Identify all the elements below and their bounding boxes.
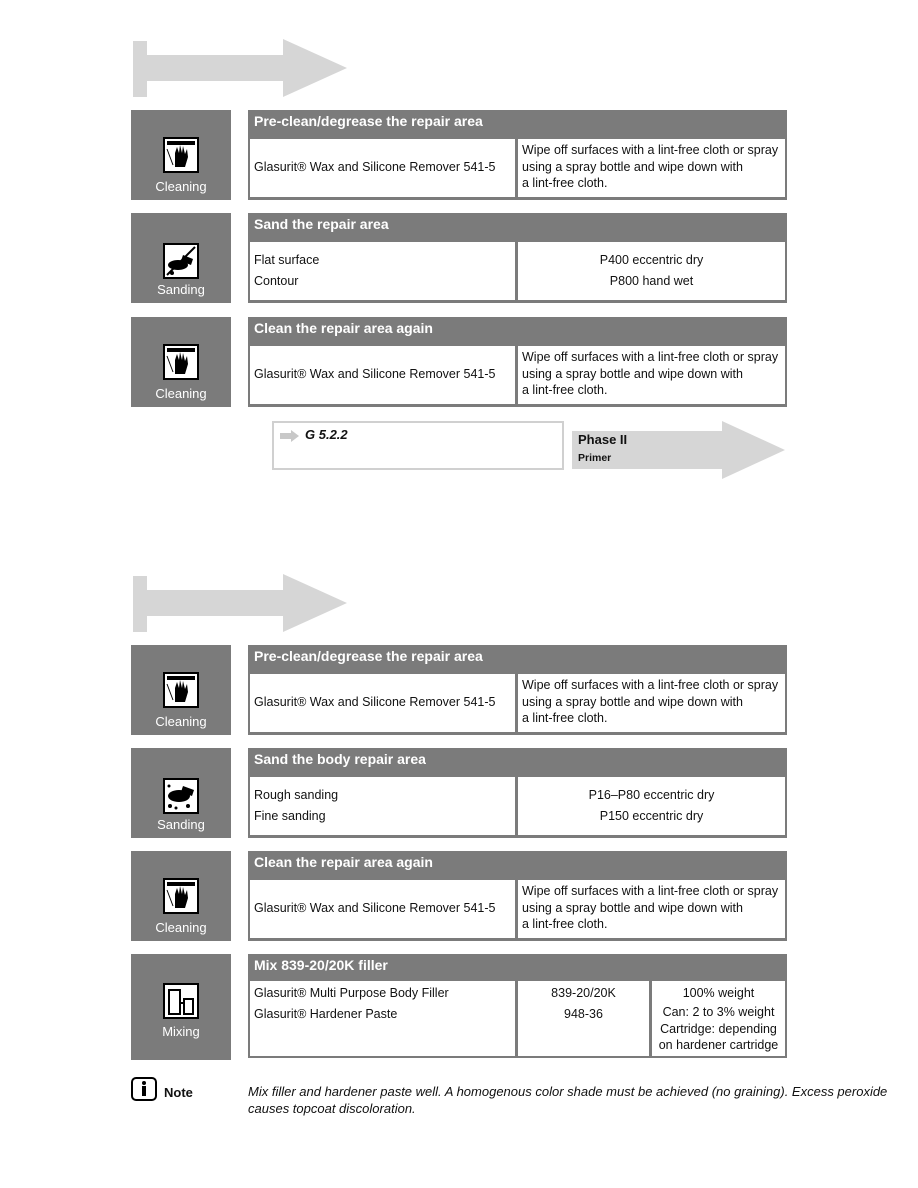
instruction-line: Wipe off surfaces with a lint-free cloth or spray <box>522 678 779 692</box>
step-panel <box>248 851 787 941</box>
instruction-line: a lint-free cloth. <box>522 711 608 725</box>
sanding-icon <box>163 243 199 279</box>
note-text <box>248 1084 918 1117</box>
product-code: 839-20/20K <box>551 986 616 1000</box>
step-panel <box>248 317 787 407</box>
instruction-line: Wipe off surfaces with a lint-free cloth or spray <box>522 884 779 898</box>
phase-arrow-top <box>133 39 349 97</box>
sanding-spec: P400 eccentric dry <box>599 253 704 267</box>
instruction-cell <box>518 139 785 197</box>
cross-reference-box[interactable] <box>272 421 564 470</box>
sanding-item: Contour <box>254 274 299 288</box>
step-icon-box <box>131 213 231 303</box>
step-label: Cleaning <box>155 714 207 729</box>
product-name: Glasurit® Wax and Silicone Remover 541-5 <box>254 901 496 915</box>
sanding-item: Rough sanding <box>254 788 339 802</box>
sanding-spec: P16–P80 eccentric dry <box>588 788 715 802</box>
instruction-line: using a spray bottle and wipe down with <box>522 366 743 381</box>
next-phase-title: Phase II <box>578 432 628 447</box>
instruction-line: Wipe off surfaces with a lint-free cloth or spray <box>522 143 779 157</box>
step-title: Clean the repair area again <box>254 320 433 336</box>
step-title: Pre-clean/degrease the repair area <box>254 648 483 664</box>
product-cell <box>250 674 515 732</box>
cleaning-hand-icon <box>163 672 199 708</box>
product-cell <box>250 139 515 197</box>
instruction-cell <box>518 674 785 732</box>
note-line: (no graining). Excess peroxide causes topcoat discoloration. <box>248 1084 888 1116</box>
instruction-line: a lint-free cloth. <box>522 383 608 397</box>
step-icon-box <box>131 645 231 735</box>
product-cell <box>250 981 515 1056</box>
step-icon-box <box>131 954 231 1060</box>
info-icon <box>131 1077 157 1101</box>
instruction-line: Wipe off surfaces with a lint-free cloth or spray <box>522 350 779 364</box>
filler-product: Glasurit® Multi Purpose Body Filler <box>254 986 449 1000</box>
product-name: Glasurit® Wax and Silicone Remover 541-5 <box>254 695 496 709</box>
step-panel <box>248 110 787 200</box>
product-name: Glasurit® Wax and Silicone Remover 541-5 <box>254 367 496 381</box>
step-title: Mix 839-20/20K filler <box>254 957 388 973</box>
spec-cell <box>518 777 785 835</box>
next-phase-arrow[interactable] <box>572 421 786 479</box>
reference-code: G 5.2.2 <box>305 427 348 442</box>
spec-cell <box>518 242 785 300</box>
step-icon-box <box>131 851 231 941</box>
instruction-line: a lint-free cloth. <box>522 917 608 931</box>
step-panel <box>248 748 787 838</box>
mixing-icon <box>163 983 199 1019</box>
item-cell <box>250 242 515 300</box>
step-title: Pre-clean/degrease the repair area <box>254 113 483 129</box>
step-panel <box>248 954 787 1058</box>
cleaning-hand-icon <box>163 878 199 914</box>
ratio-line: Can: 2 to 3% weight <box>662 1005 775 1019</box>
filler-product: Glasurit® Hardener Paste <box>254 1007 398 1021</box>
next-phase-subtitle: Primer <box>578 452 612 464</box>
product-cell <box>250 880 515 938</box>
step-title: Sand the body repair area <box>254 751 426 767</box>
product-name: Glasurit® Wax and Silicone Remover 541-5 <box>254 160 496 174</box>
note-label: Note <box>164 1085 193 1100</box>
instruction-line: a lint-free cloth. <box>522 176 608 190</box>
step-icon-box <box>131 317 231 407</box>
sanding-spec: P150 eccentric dry <box>599 809 704 823</box>
phase-arrow-top <box>133 574 349 632</box>
step-label: Cleaning <box>155 386 207 401</box>
instruction-line: using a spray bottle and wipe down with <box>522 159 743 174</box>
product-cell <box>250 346 515 404</box>
cleaning-hand-icon <box>163 344 199 380</box>
step-label: Cleaning <box>155 179 207 194</box>
sanding-item: Fine sanding <box>254 809 326 823</box>
step-label: Cleaning <box>155 920 207 935</box>
instruction-line: using a spray bottle and wipe down with <box>522 900 743 915</box>
step-icon-box <box>131 748 231 838</box>
cleaning-hand-icon <box>163 137 199 173</box>
instruction-cell <box>518 346 785 404</box>
step-panel <box>248 213 787 303</box>
ratio-line: 100% weight <box>682 986 755 1000</box>
step-panel <box>248 645 787 735</box>
step-label: Sanding <box>157 817 205 832</box>
step-title: Clean the repair area again <box>254 854 433 870</box>
ratio-line: Cartridge: depending <box>660 1021 777 1036</box>
product-code: 948-36 <box>564 1007 603 1021</box>
reference-arrow-icon <box>280 430 300 442</box>
step-icon-box <box>131 110 231 200</box>
code-cell <box>518 981 649 1056</box>
sanding-spec: P800 hand wet <box>609 274 694 288</box>
sanding-icon <box>163 778 199 814</box>
item-cell <box>250 777 515 835</box>
step-label: Sanding <box>157 282 205 297</box>
instruction-cell <box>518 880 785 938</box>
ratio-line: on hardener cartridge <box>658 1038 779 1052</box>
note-line: Mix filler and hardener paste well. A homogenous color shade must be achieved <box>248 1084 709 1099</box>
sanding-item: Flat surface <box>254 253 320 267</box>
step-title: Sand the repair area <box>254 216 389 232</box>
instruction-line: using a spray bottle and wipe down with <box>522 694 743 709</box>
ratio-cell <box>652 981 785 1056</box>
step-label: Mixing <box>162 1024 200 1039</box>
